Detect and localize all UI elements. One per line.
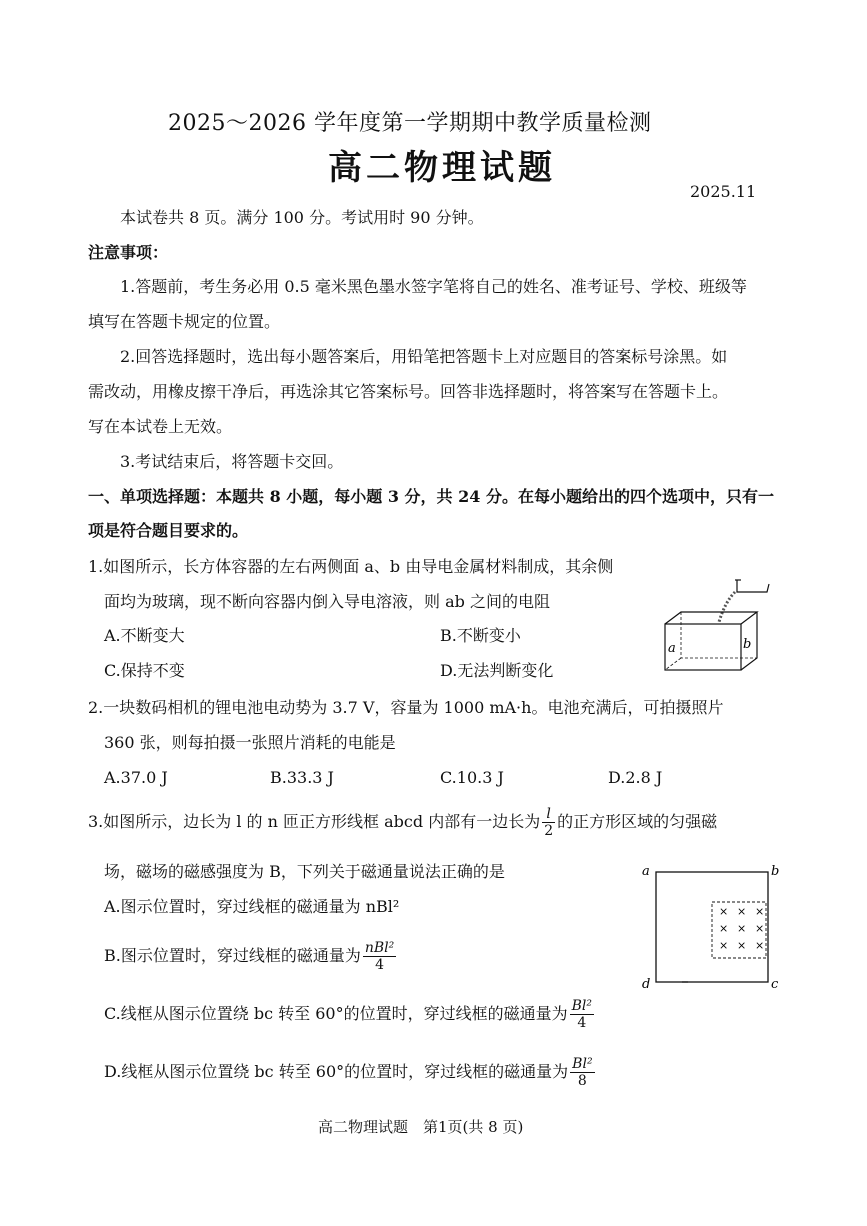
q2-option-b: B.33.3 J	[270, 768, 334, 787]
q3-label-b: b	[771, 864, 780, 879]
note-3: 3.考试结束后，将答题卡交回。	[120, 452, 344, 471]
q3-stem-post: 的正方形区域的匀强磁	[557, 812, 718, 831]
note-2-line-1: 2.回答选择题时，选出每小题答案后，用铅笔把答题卡上对应题目的答案标号涂黑。如	[120, 347, 728, 366]
q1-option-d: D.无法判断变化	[440, 661, 554, 680]
q1-option-b: B.不断变小	[440, 626, 521, 645]
q1-label-a: a	[668, 641, 676, 656]
q1-option-c: C.保持不变	[104, 661, 185, 680]
field-cross-mark: ×	[719, 939, 729, 952]
q3-coil-figure	[636, 860, 786, 995]
field-cross-mark: ×	[755, 922, 765, 935]
q1-stem-line-1: 1.如图所示，长方体容器的左右两侧面 a、b 由导电金属材料制成，其余侧	[88, 557, 614, 576]
q3-option-a: A.图示位置时，穿过线框的磁通量为 nBl²	[104, 897, 400, 916]
q3-stem-line-1	[88, 806, 717, 839]
q1-container-figure	[655, 572, 775, 682]
field-cross-mark: ×	[755, 905, 765, 918]
q1-label-b: b	[743, 637, 752, 652]
exam-title: 2025～2026 学年度第一学期期中教学质量检测	[168, 111, 652, 136]
field-cross-mark: ×	[719, 922, 729, 935]
q2-option-a: A.37.0 J	[104, 768, 168, 787]
q2-stem-line-1: 2.一块数码相机的锂电池电动势为 3.7 V，容量为 1000 mA·h。电池充满后，可拍摄照片	[88, 698, 724, 717]
q1-stem-line-2: 面均为玻璃，现不断向容器内倒入导电溶液，则 ab 之间的电阻	[104, 592, 550, 611]
q3-option-d: D.线框从图示位置绕 bc 转至 60°的位置时，穿过线框的磁通量为 $\frac{\text{Bl²}}{8}$	[104, 1056, 593, 1089]
q3-label-a: a	[642, 864, 650, 879]
note-2-line-2: 需改动，用橡皮擦干净后，再选涂其它答案标号。回答非选择题时，将答案写在答题卡上。	[88, 382, 729, 401]
page-footer: 高二物理试题 第1页(共 8 页)	[318, 1118, 524, 1136]
note-1-line-1: 1.答题前，考生务必用 0.5 毫米黑色墨水签字笔将自己的姓名、准考证号、学校、班级等	[120, 277, 747, 296]
section-1-line-2: 项是符合题目要求的。	[88, 521, 249, 540]
q3-fraction-l-over-2: $\frac{l}{2}$	[544, 806, 554, 839]
field-cross-mark: ×	[737, 939, 747, 952]
q2-stem-line-2: 360 张，则每拍摄一张照片消耗的电能是	[104, 733, 396, 752]
exam-date: 2025.11	[690, 182, 757, 201]
q2-option-c: C.10.3 J	[440, 768, 504, 787]
section-1-line-1: 一、单项选择题：本题共 8 小题，每小题 3 分，共 24 分。在每小题给出的四个选项中，只有一	[88, 487, 774, 506]
field-cross-mark: ×	[737, 922, 747, 935]
q3-option-b: B.图示位置时，穿过线框的磁通量为 $\frac{\text{nBl²}}{4}$	[104, 940, 395, 973]
q2-option-d: D.2.8 J	[608, 768, 663, 787]
notes-heading: 注意事项：	[88, 243, 169, 262]
field-cross-mark: ×	[737, 905, 747, 918]
q3-label-c: c	[771, 977, 779, 992]
note-2-line-3: 写在本试卷上无效。	[88, 417, 233, 436]
intro-text: 本试卷共 8 页。满分 100 分。考试用时 90 分钟。	[120, 208, 484, 227]
field-cross-mark: ×	[755, 939, 765, 952]
field-cross-mark: ×	[719, 905, 729, 918]
q3-option-c: C.线框从图示位置绕 bc 转至 60°的位置时，穿过线框的磁通量为 $\frac{\text{Bl²}}{4}$	[104, 998, 592, 1031]
q1-option-a: A.不断变大	[104, 626, 185, 645]
subject-title: 高二物理试题	[328, 148, 556, 188]
q3-stem-pre: 3.如图所示，边长为 l 的 n 匝正方形线框 abcd 内部有一边长为	[88, 812, 541, 831]
q3-field-marks	[719, 905, 764, 952]
q3-label-d: d	[642, 977, 651, 992]
note-1-line-2: 填写在答题卡规定的位置。	[88, 312, 281, 331]
q3-stem-line-2: 场，磁场的磁感强度为 B，下列关于磁通量说法正确的是	[104, 862, 505, 881]
